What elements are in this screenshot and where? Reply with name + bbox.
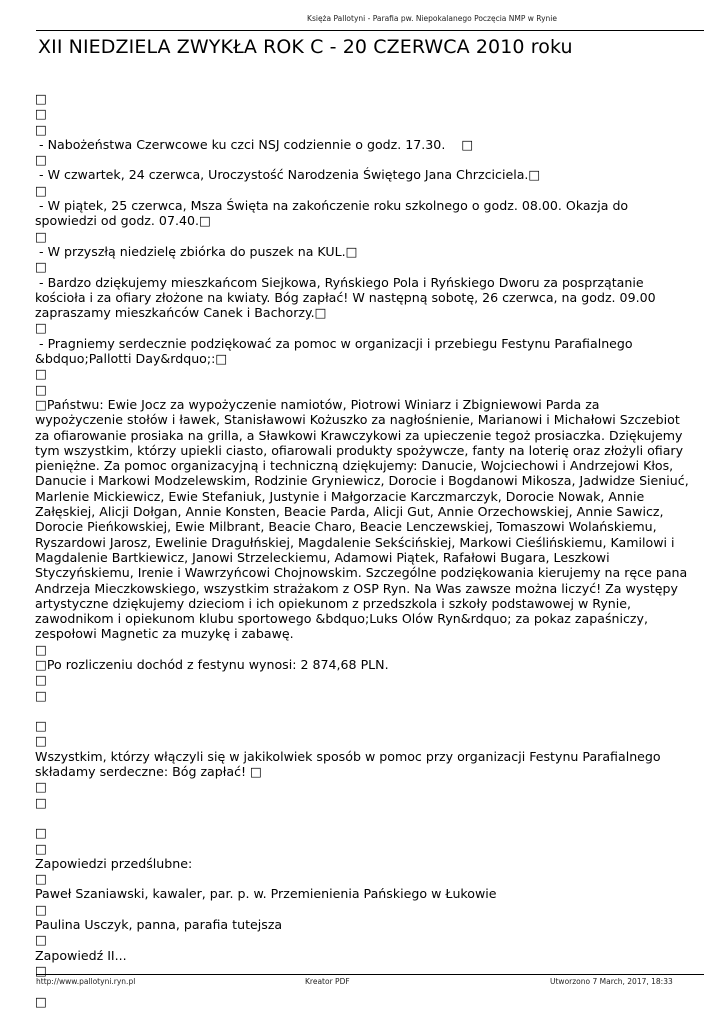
- footer-url[interactable]: http://www.pallotyni.ryn.pl: [36, 977, 136, 986]
- body-line: □: [35, 182, 47, 198]
- body-line: [35, 703, 690, 718]
- body-line: □: [35, 121, 47, 137]
- body-line: - Bardzo dziękujemy mieszkańcom Siejkowa, Ryńskiego Pola i Ryńskiego Dworu za posprzątanie kościoła i za ofiary złożone na kwiaty. Bóg zapłać! W następną sobotę, 26 czerwca, na godz. 09.00 zapraszamy mieszkańców Canek i Bachorzy.□: [35, 274, 660, 321]
- body-line: □: [35, 91, 47, 106]
- body-line: □Państwu: Ewie Jocz za wypożyczenie namiotów, Piotrowi Winiarz i Zbigniewowi Parda za wypożyczenie stołów i ławek, Stanisławowi Kożuszko za nagłośnienie, Marianowi i Michałowi Szczebiot za ofiarowanie prosiaka na grilla, a Sławkowi Krawczykowi za upieczenie tegoż prosiaczka. Dziękujemy tym wszystkim, którzy upiekli ciasto, ofiarowali produkty spożywcze, fanty na loterię oraz złożyli ofiary pieniężne. Za pomoc organizacyjną i techniczną dziękujemy: Danucie, Wojciechowi i Andrzejowi Kłos, Danucie i Markowi Modzelewskim, Rodzinie Gryniewicz, Dorocie i Bogdanowi Mikosza, Jadwidze Sieniuć, Marlenie Mickiewicz, Ewie Stefaniuk, Justynie i Małgorzacie Karczmarczyk, Dorocie Nowak, Annie Załęskiej, Alicji Dołgan, Annie Konsten, Beacie Parda, Alicji Gut, Annie Orzechowskiej, Annie Sawicz, Dorocie Pieńkowskiej, Ewie Milbrant, Beacie Charo, Beacie Lenczewskiej, Tomaszowi Wolańskiemu, Ryszardowi Jarosz, Ewelinie Dragułńskiej, Magdalenie Sekścińskiej, Markowi Cieślińskiemu, Kamilowi i Magdalenie Bartkiewicz, Janowi Strzeleckiemu, Adamowi Piątek, Rafałowi Bugara, Leszkowi Styczyńskiemu, Irenie i Wawrzyńcowi Chojnowskim. Szczególne podziękowania kierujemy na ręce pana Andrzeja Mieczkowskiego, wszystkim strażakom z OSP Ryn. Na Was zawsze można liczyć! Za występy artystyczne dziękujemy dzieciom i ich opiekunom z przedszkola i szkoły podstawowej w Rynie, zawodnikom i opiekunom klubu sportowego &bdquo;Luks Olów Ryn&rdquo; za pokaz zapaśniczy, zespołowi Magnetic za muzykę i zabawę.: [35, 396, 693, 642]
- body-line: □: [35, 687, 47, 703]
- body-line: □: [35, 733, 47, 749]
- body-line: □: [35, 228, 47, 244]
- body-line: □: [35, 871, 47, 887]
- body-line: □: [35, 993, 47, 1009]
- body-line: Zapowiedź II...: [35, 947, 127, 963]
- body-line: □: [35, 106, 47, 122]
- body-line: - W czwartek, 24 czerwca, Uroczystość Narodzenia Świętego Jana Chrzciciela.□: [35, 167, 541, 183]
- body-line: □: [35, 962, 47, 978]
- body-line: □: [35, 641, 47, 657]
- document-body: [35, 91, 693, 1009]
- body-line: - W przyszłą niedzielę zbiórka do puszek na KUL.□: [35, 243, 358, 259]
- body-line: Zapowiedzi przedślubne:: [35, 855, 193, 871]
- body-line: □: [35, 840, 47, 856]
- header-divider: [36, 30, 704, 31]
- body-line: □Po rozliczeniu dochód z festynu wynosi: 2 874,68 PLN.: [35, 656, 389, 672]
- running-header: Księża Pallotyni - Parafia pw. Niepokalanego Poczęcia NMP w Rynie: [307, 14, 557, 23]
- body-line: □: [35, 381, 47, 397]
- body-line: □: [35, 794, 47, 810]
- body-line: - Nabożeństwa Czerwcowe ku czci NSJ codziennie o godz. 17.30. □: [35, 136, 474, 152]
- footer-divider: [36, 974, 704, 975]
- body-line: □: [35, 259, 47, 275]
- body-line: [35, 810, 690, 825]
- body-line: □: [35, 320, 47, 336]
- body-line: □: [35, 779, 47, 795]
- body-line: □: [35, 366, 47, 382]
- body-line: □: [35, 718, 47, 734]
- body-line: - Pragniemy serdecznie podziękować za pomoc w organizacji i przebiegu Festynu Parafialnego &bdquo;Pallotti Day&rdquo;:□: [35, 335, 637, 367]
- footer-created-date: Utworzono 7 March, 2017, 18:33: [550, 977, 673, 986]
- footer-generator: Kreator PDF: [305, 977, 350, 986]
- body-line: Paulina Usczyk, panna, parafia tutejsza: [35, 917, 283, 933]
- page-title: XII NIEDZIELA ZWYKŁA ROK C - 20 CZERWCA 2010 roku: [38, 36, 573, 58]
- body-line: □: [35, 932, 47, 948]
- body-line: □: [35, 672, 47, 688]
- body-line: □: [35, 901, 47, 917]
- body-line: □: [35, 825, 47, 841]
- body-line: Wszystkim, którzy włączyli się w jakikolwiek sposób w pomoc przy organizacji Festynu Parafialnego składamy serdeczne: Bóg zapłać! □: [35, 748, 665, 780]
- body-line: □: [35, 152, 47, 168]
- body-line: - W piątek, 25 czerwca, Msza Święta na zakończenie roku szkolnego o godz. 08.00. Okazja do spowiedzi od godz. 07.40.□: [35, 198, 633, 229]
- body-line: Paweł Szaniawski, kawaler, par. p. w. Przemienienia Pańskiego w Łukowie: [35, 886, 497, 902]
